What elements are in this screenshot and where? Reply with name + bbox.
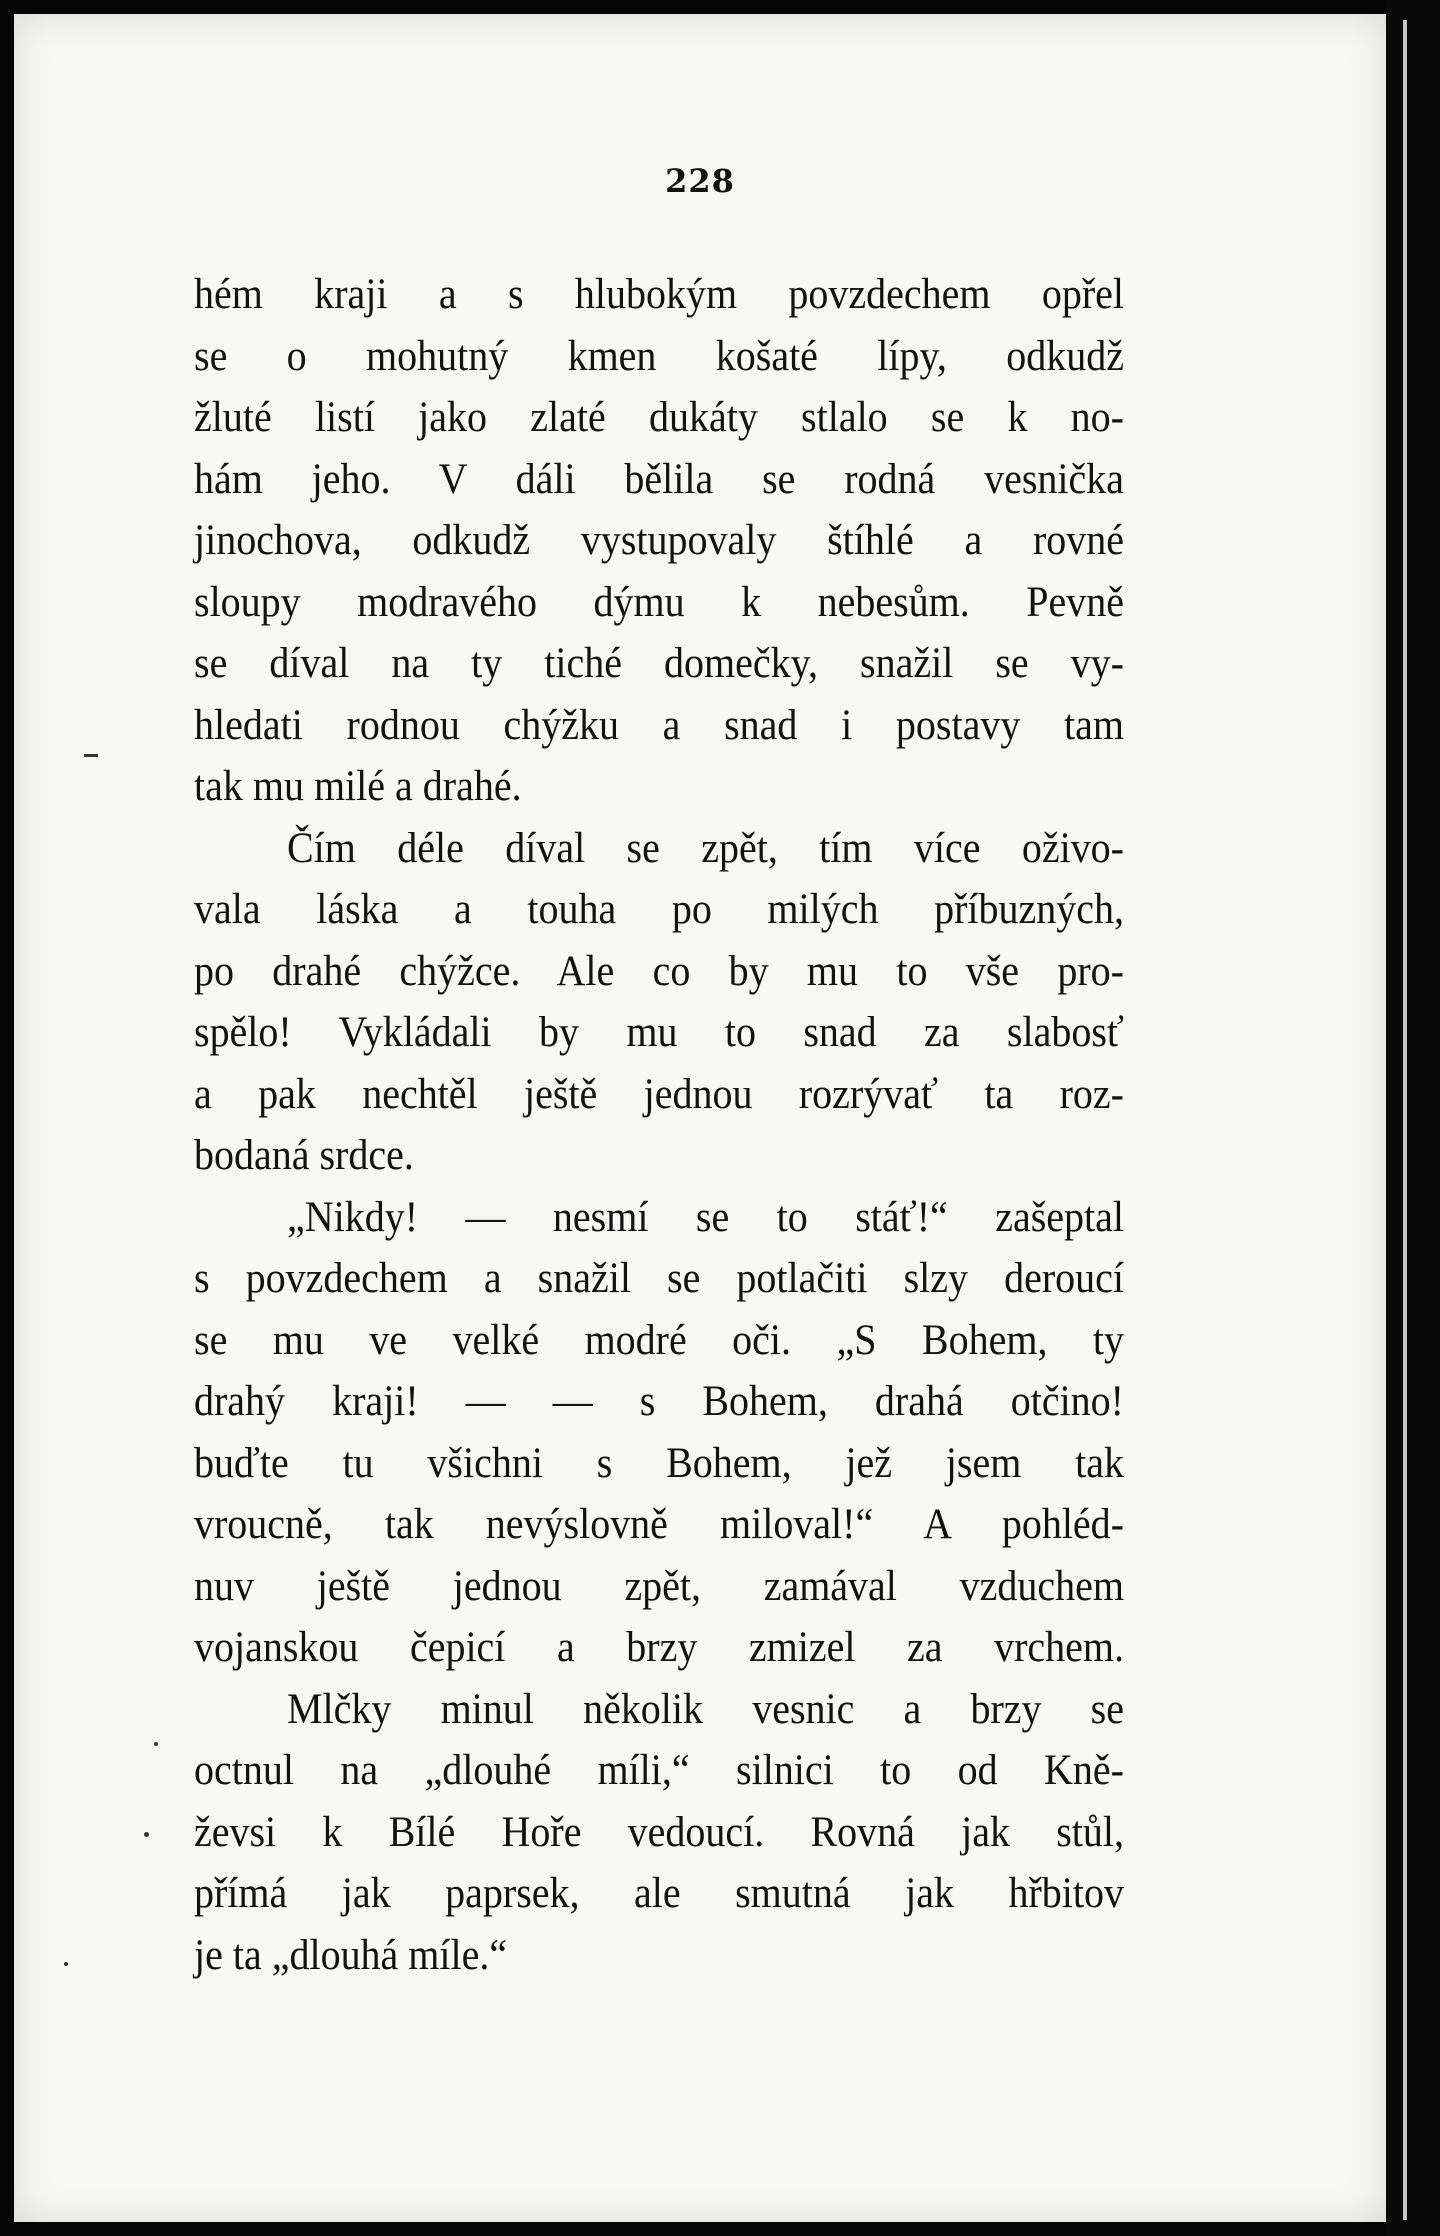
text-line: vojanskou čepicí a brzy zmizel za vrchem.: [194, 1624, 1124, 1671]
page-number: 228: [665, 162, 735, 200]
text-line: spělo! Vykládali by mu to snad za slabosť: [194, 1009, 1124, 1056]
text-line: hám jeho. V dáli bělila se rodná vesnička: [194, 455, 1124, 503]
text-line: hém kraji a s hlubokým povzdechem opřel: [194, 271, 1124, 318]
text-line: tak mu milé a drahé.: [194, 763, 522, 810]
text-line: Čím déle díval se zpět, tím více oživo-: [287, 824, 1124, 872]
text-line: se díval na ty tiché domečky, snažil se vy-: [194, 640, 1124, 687]
text-line: nuv ještě jednou zpět, zamával vzduchem: [194, 1562, 1124, 1610]
speck: [144, 1832, 149, 1837]
text-line: buďte tu všichni s Bohem, jež jsem tak: [194, 1439, 1124, 1487]
book-page: [14, 14, 1386, 2222]
text-line: po drahé chýžce. Ale co by mu to vše pro-: [194, 947, 1124, 995]
text-line: se o mohutný kmen košaté lípy, odkudž: [194, 332, 1124, 380]
text-line: je ta „dlouhá míle.“: [194, 1931, 508, 1979]
text-line: přímá jak paprsek, ale smutná jak hřbitov: [194, 1870, 1124, 1917]
text-line: drahý kraji! — — s Bohem, drahá otčino!: [194, 1378, 1124, 1425]
text-line: vroucně, tak nevýslovně miloval!“ A pohléd-: [194, 1501, 1124, 1548]
text-line: se mu ve velké modré oči. „S Bohem, ty: [194, 1316, 1124, 1364]
text-line: a pak nechtěl ještě jednou rozrývať ta roz-: [194, 1070, 1124, 1118]
text-line: vala láska a touha po milých příbuzných,: [194, 886, 1124, 933]
text-line: ževsi k Bílé Hoře vedoucí. Rovná jak stůl,: [194, 1808, 1124, 1856]
text-line: jinochova, odkudž vystupovaly štíhlé a rovné: [194, 517, 1124, 564]
text-line: Mlčky minul několik vesnic a brzy se: [287, 1685, 1124, 1733]
speck: [64, 1962, 68, 1966]
text-line: bodaná srdce.: [194, 1132, 414, 1179]
text-line: sloupy modravého dýmu k nebesům. Pevně: [194, 578, 1124, 626]
speck: [84, 754, 98, 757]
speck: [154, 1742, 158, 1746]
text-line: s povzdechem a snažil se potlačiti slzy deroucí: [194, 1255, 1124, 1302]
book-edge-line: [1403, 20, 1407, 2220]
text-line: octnul na „dlouhé míli,“ silnici to od Kně-: [194, 1747, 1124, 1794]
book-edge: [1386, 0, 1440, 2236]
body-text: [194, 264, 1124, 1986]
text-line: „Nikdy! — nesmí se to stáť!“ zašeptal: [287, 1193, 1124, 1241]
text-line: hledati rodnou chýžku a snad i postavy tam: [194, 701, 1124, 749]
text-line: žluté listí jako zlaté dukáty stlalo se k no-: [194, 394, 1124, 441]
